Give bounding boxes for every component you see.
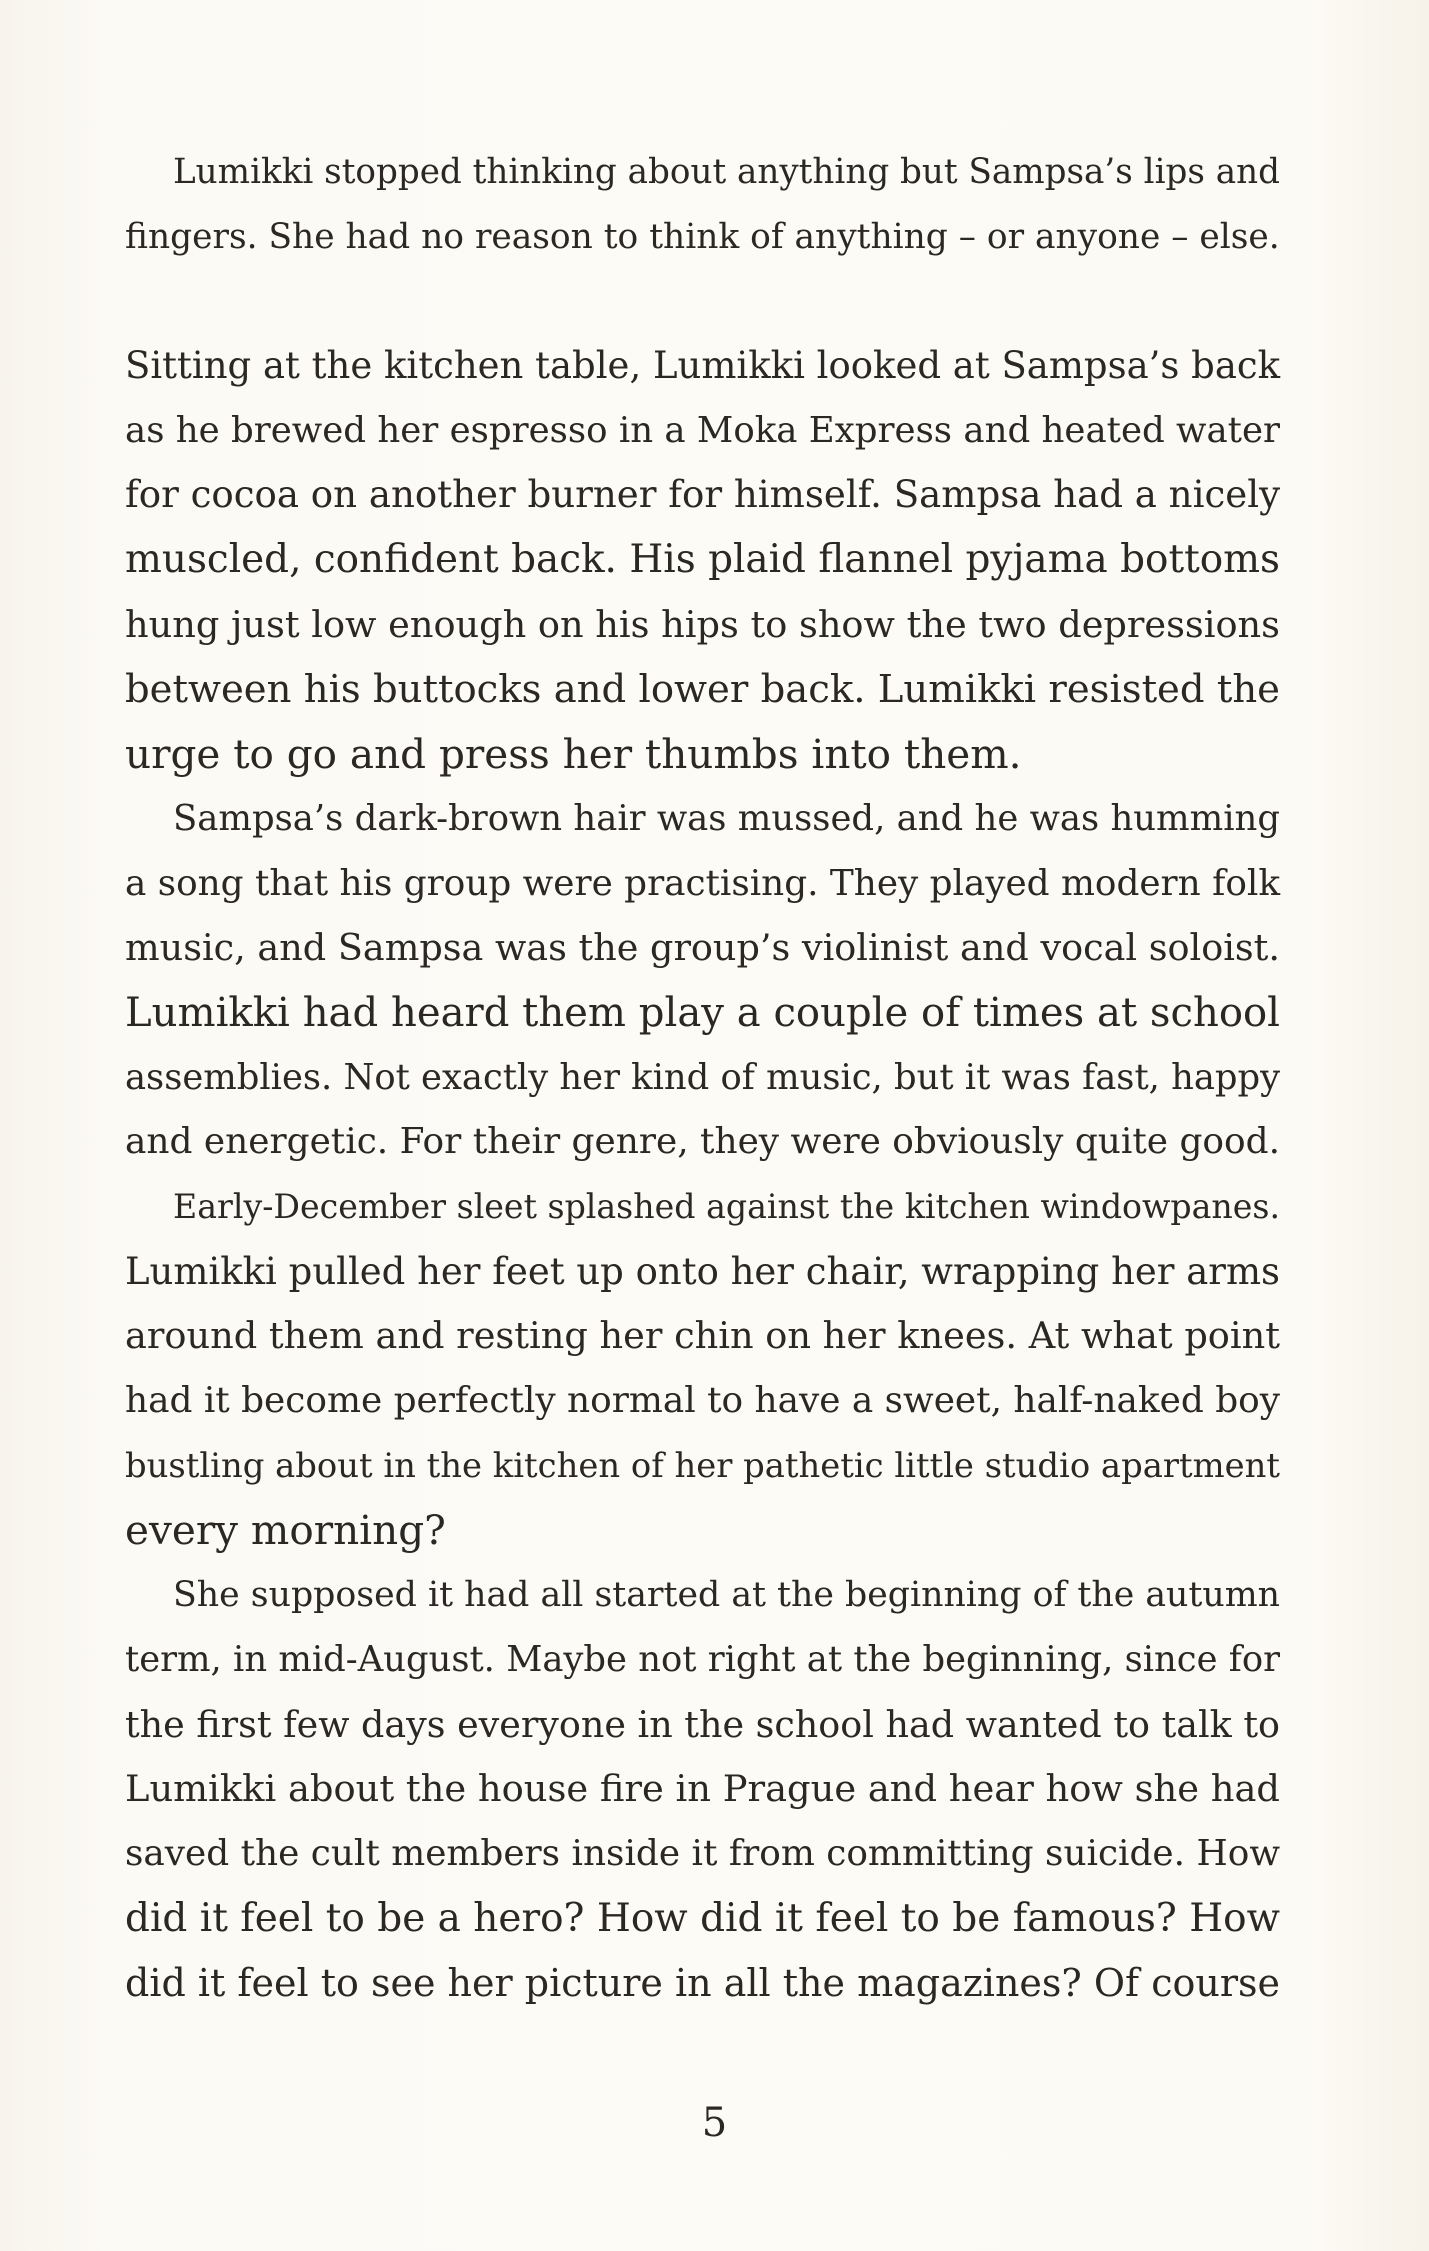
text-line: as he brewed her espresso in a Moka Express and heated water — [125, 409, 1280, 451]
page-number: 5 — [701, 2100, 728, 2146]
text-line: and energetic. For their genre, they were obviously quite good. — [125, 1121, 1280, 1163]
text-line: the first few days everyone in the school had wanted to talk to — [125, 1702, 1280, 1746]
text-line: for cocoa on another burner for himself. Sampsa had a nicely — [125, 473, 1281, 517]
text-line: around them and resting her chin on her knees. At what point — [125, 1314, 1280, 1358]
text-line: muscled, confident back. His plaid flannel pyjama bottoms — [125, 537, 1280, 583]
text-line: every morning? — [125, 1506, 446, 1555]
text-line: term, in mid-August. Maybe not right at the beginning, since for — [125, 1638, 1280, 1680]
text-line: did it feel to see her picture in all the magazines? Of course — [125, 1961, 1280, 2006]
text-line: assemblies. Not exactly her kind of music, but it was fast, happy — [125, 1056, 1281, 1098]
text-line: urge to go and press her thumbs into them. — [125, 730, 1022, 779]
text-line: hung just low enough on his hips to show the two depressions — [125, 602, 1280, 646]
body-text — [125, 140, 1280, 2016]
text-line: Sitting at the kitchen table, Lumikki looked at Sampsa’s back — [125, 344, 1280, 388]
paragraph-opening — [125, 140, 1280, 269]
text-line: Lumikki pulled her feet up onto her chair, wrapping her arms — [125, 1249, 1280, 1293]
text-line: had it become perfectly normal to have a sweet, half-naked boy — [125, 1380, 1280, 1422]
text-line: Lumikki about the house fire in Prague and hear how she had — [125, 1767, 1280, 1811]
text-line: saved the cult members inside it from committing suicide. How — [125, 1832, 1280, 1874]
text-line: Early-December sleet splashed against the kitchen windowpanes. — [173, 1187, 1280, 1226]
text-line: did it feel to be a hero? How did it feel to be famous? How — [125, 1895, 1280, 1941]
text-line: music, and Sampsa was the group’s violinist and vocal soloist. — [125, 926, 1280, 970]
text-line: Lumikki had heard them play a couple of times at school — [125, 989, 1280, 1036]
text-line: Lumikki stopped thinking about anything but Sampsa’s lips and — [173, 152, 1280, 192]
text-line: bustling about in the kitchen of her pathetic little studio apartment — [125, 1445, 1280, 1485]
text-line: fingers. She had no reason to think of anything – or anyone – else. — [125, 216, 1280, 257]
text-line: between his buttocks and lower back. Lumikki resisted the — [125, 666, 1280, 712]
section-break — [125, 269, 1280, 334]
section-kitchen — [125, 334, 1280, 2016]
text-line: a song that his group were practising. They played modern folk — [125, 862, 1280, 904]
text-line: She supposed it had all started at the beginning of the autumn — [173, 1575, 1280, 1616]
text-line: Sampsa’s dark-brown hair was mussed, and he was humming — [173, 797, 1280, 839]
